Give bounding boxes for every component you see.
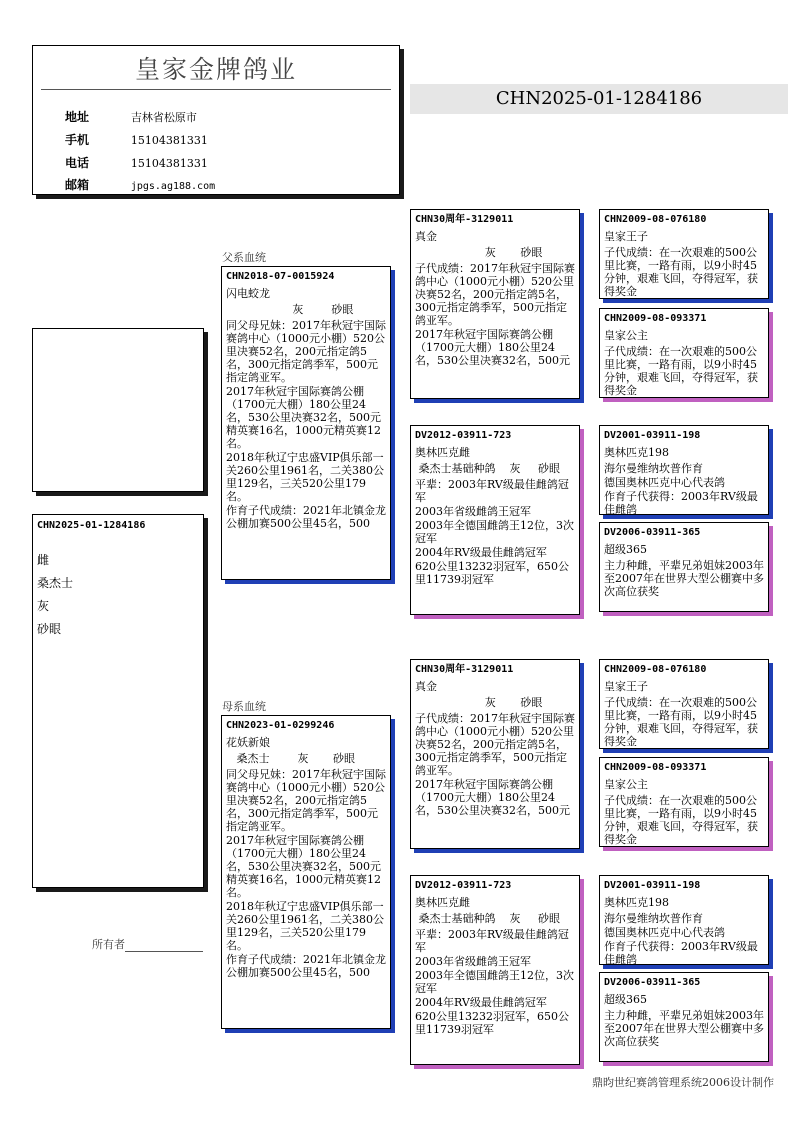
subject-strain: 桑杰士 (37, 576, 74, 590)
ancestor-note: 德国奥林匹克中心代表鸽 (604, 926, 725, 939)
ancestor-ring: CHN2009-08-076180 (604, 664, 707, 675)
granddam-note: 620公里13232羽冠军，650公里11739羽冠军 (415, 560, 569, 586)
maternal-granddam-card (410, 875, 580, 1065)
subject-color: 灰 (37, 599, 50, 613)
ancestor-note: 主力种雌，平辈兄弟姐妹2003年至2007年在世界大型公棚赛中多次高位获奖 (604, 1009, 764, 1048)
photo-frame (32, 328, 204, 492)
granddam-notes (415, 928, 575, 1036)
breeder-title: 皇家金牌鸽业 (41, 50, 391, 90)
ancestor-note: 主力种雌，平辈兄弟姐妹2003年至2007年在世界大型公棚赛中多次高位获奖 (604, 559, 764, 598)
mobile-label: 手机 (65, 133, 90, 147)
dam-card (221, 715, 391, 1029)
granddam-note: 2003年省级雌鸽王冠军 (415, 955, 531, 968)
ancestor-name: 皇家王子 (604, 230, 648, 243)
address-label: 地址 (65, 110, 90, 124)
grandsire-ring: CHN30周年-3129011 (415, 664, 514, 675)
subject-ring: CHN2025-01-1284186 (37, 520, 146, 531)
dam-note: 作育子代成绩：2021年北镇金龙公棚加赛500公里45名，500 (226, 953, 386, 979)
ancestor-ring: DV2001-03911-198 (604, 430, 701, 441)
sire-note: 2018年秋辽宁忠盛VIP俱乐部一关260公里1961名，二关380公里129名，三关520公里179名。 (226, 451, 384, 503)
ancestor-notes (604, 462, 764, 515)
granddam-colors: 桑杰士基础种鸽 灰 砂眼 (415, 912, 560, 925)
paternal-grandsire-card (410, 209, 580, 399)
granddam-note: 2004年RV级最佳雌鸽冠军 (415, 546, 547, 559)
granddam-note: 620公里13232羽冠军，650公里11739羽冠军 (415, 1010, 569, 1036)
granddam-colors: 桑杰士基础种鸽 灰 砂眼 (415, 462, 560, 475)
ancestor-name: 皇家王子 (604, 680, 648, 693)
address-value: 吉林省松原市 (130, 111, 197, 124)
ancestor-card-a (599, 209, 769, 299)
email-value: jpgs.ag188.com (130, 181, 216, 192)
ancestor-ring: DV2001-03911-198 (604, 880, 701, 891)
grandsire-note: 子代成绩：2017年秋冠宇国际赛鸽中心（1000元小棚）520公里决赛52名，200元指定鸽5名，300元指定鸽季军，500元指定鸽亚军。 (415, 262, 575, 327)
granddam-ring: DV2012-03911-723 (415, 430, 512, 441)
ancestor-name: 奥林匹克198 (604, 446, 669, 459)
subject-eye: 砂眼 (37, 622, 62, 636)
granddam-note: 2003年全德国雌鸽王12位，3次冠军 (415, 969, 574, 995)
grandsire-name: 真金 (415, 680, 437, 693)
pigeon-ring-number: CHN2025-01-1284186 (410, 84, 788, 114)
sire-card (221, 266, 391, 580)
ancestor-notes (604, 912, 764, 965)
sire-note: 2017年秋冠宇国际赛鸽公棚（1700元大棚）180公里24名，530公里决赛32名，500元精英赛16名，1000元精英赛12名。 (226, 385, 381, 450)
granddam-note: 平辈：2003年RV级最佳雌鸽冠军 (415, 478, 569, 504)
ancestor-name: 超级365 (604, 993, 647, 1006)
ancestor-card-g (599, 875, 769, 965)
ancestor-note: 子代成绩：在一次艰难的500公里比赛，一路有雨，以9小时45分钟，艰难飞回，夺得冠军，获得奖金 (604, 246, 758, 298)
ancestor-card-c (599, 425, 769, 515)
sire-notes (226, 319, 386, 530)
ancestor-card-f (599, 757, 769, 847)
dam-colors: 桑杰士 灰 砂眼 (226, 752, 355, 765)
ancestor-ring: DV2006-03911-365 (604, 527, 701, 538)
ancestor-card-e (599, 659, 769, 749)
dam-note: 同父母兄妹：2017年秋冠宇国际赛鸽中心（1000元小棚）520公里决赛52名，200元指定鸽5名，300元指定鸽季军，500元指定鸽亚军。 (226, 768, 386, 833)
grandsire-colors: 灰 砂眼 (415, 246, 543, 259)
dam-notes (226, 768, 386, 979)
ancestor-card-h (599, 972, 769, 1062)
subject-pigeon-card (32, 514, 204, 888)
ancestor-ring: CHN2009-08-093371 (604, 762, 707, 773)
ancestor-name: 超级365 (604, 543, 647, 556)
ancestor-card-d (599, 522, 769, 612)
granddam-note: 2003年省级雌鸽王冠军 (415, 505, 531, 518)
sire-name: 闪电蛟龙 (226, 287, 270, 300)
phone-row (65, 154, 208, 171)
software-credit: 鼎昀世纪赛鸽管理系统2006设计制作 (592, 1076, 774, 1089)
granddam-name: 奥林匹克雌 (415, 446, 470, 459)
sire-colors: 灰 砂眼 (226, 303, 354, 316)
ancestor-note: 海尔曼维纳坎普作育 (604, 912, 703, 925)
ancestor-note: 德国奥林匹克中心代表鸽 (604, 476, 725, 489)
sire-note: 同父母兄妹：2017年秋冠宇国际赛鸽中心（1000元小棚）520公里决赛52名，200元指定鸽5名，300元指定鸽季军，500元指定鸽亚军。 (226, 319, 386, 384)
email-label: 邮箱 (65, 178, 90, 192)
grandsire-ring: CHN30周年-3129011 (415, 214, 514, 225)
sire-ring: CHN2018-07-0015924 (226, 271, 335, 282)
ancestor-name: 奥林匹克198 (604, 896, 669, 909)
granddam-note: 2004年RV级最佳雌鸽冠军 (415, 996, 547, 1009)
granddam-note: 平辈：2003年RV级最佳雌鸽冠军 (415, 928, 569, 954)
ancestor-name: 皇家公主 (604, 778, 648, 791)
ancestor-name: 皇家公主 (604, 329, 648, 342)
ancestor-note: 作育子代获得：2003年RV级最佳雌鸽 (604, 490, 758, 515)
ancestor-note: 海尔曼维纳坎普作育 (604, 462, 703, 475)
email-row (65, 176, 215, 193)
dam-name: 花妖新娘 (226, 736, 270, 749)
granddam-note: 2003年全德国雌鸽王12位，3次冠军 (415, 519, 574, 545)
grandsire-note: 子代成绩：2017年秋冠宇国际赛鸽中心（1000元小棚）520公里决赛52名，200元指定鸽5名，300元指定鸽季军，500元指定鸽亚军。 (415, 712, 575, 777)
ancestor-note: 作育子代获得：2003年RV级最佳雌鸽 (604, 940, 758, 965)
dam-note: 2017年秋冠宇国际赛鸽公棚（1700元大棚）180公里24名，530公里决赛32名，500元精英赛16名，1000元精英赛12名。 (226, 834, 381, 899)
granddam-ring: DV2012-03911-723 (415, 880, 512, 891)
breeder-header (32, 45, 400, 195)
dam-line-label: 母系血统 (222, 700, 266, 713)
sire-note: 作育子代成绩：2021年北镇金龙公棚加赛500公里45名，500 (226, 504, 386, 530)
grandsire-name: 真金 (415, 230, 437, 243)
owner-field (92, 936, 203, 952)
ancestor-card-b (599, 308, 769, 398)
maternal-grandsire-card (410, 659, 580, 849)
ancestor-note: 子代成绩：在一次艰难的500公里比赛，一路有雨，以9小时45分钟，艰难飞回，夺得冠军，获得奖金 (604, 696, 758, 748)
mobile-row (65, 131, 208, 148)
dam-ring: CHN2023-01-0299246 (226, 720, 335, 731)
mobile-value: 15104381331 (130, 134, 208, 147)
grandsire-notes (415, 712, 575, 817)
owner-label: 所有者 (92, 938, 125, 951)
ancestor-note: 子代成绩：在一次艰难的500公里比赛，一路有雨，以9小时45分钟，艰难飞回，夺得冠军，获得奖金 (604, 794, 758, 846)
ancestor-ring: CHN2009-08-093371 (604, 313, 707, 324)
sire-line-label: 父系血统 (222, 251, 266, 264)
granddam-name: 奥林匹克雌 (415, 896, 470, 909)
granddam-notes (415, 478, 575, 586)
dam-note: 2018年秋辽宁忠盛VIP俱乐部一关260公里1961名，二关380公里129名，三关520公里179名。 (226, 900, 384, 952)
address-row (65, 108, 197, 125)
grandsire-notes (415, 262, 575, 367)
owner-signature-line (125, 941, 203, 952)
subject-sex: 雌 (37, 553, 50, 567)
grandsire-note: 2017年秋冠宇国际赛鸽公棚（1700元大棚）180公里24名，530公里决赛32名，500元 (415, 778, 570, 817)
phone-label: 电话 (65, 156, 90, 170)
ancestor-ring: DV2006-03911-365 (604, 977, 701, 988)
grandsire-note: 2017年秋冠宇国际赛鸽公棚（1700元大棚）180公里24名，530公里决赛32名，500元 (415, 328, 570, 367)
phone-value: 15104381331 (130, 157, 208, 170)
paternal-granddam-card (410, 425, 580, 615)
ancestor-note: 子代成绩：在一次艰难的500公里比赛，一路有雨，以9小时45分钟，艰难飞回，夺得冠军，获得奖金 (604, 345, 758, 397)
ancestor-ring: CHN2009-08-076180 (604, 214, 707, 225)
grandsire-colors: 灰 砂眼 (415, 696, 543, 709)
